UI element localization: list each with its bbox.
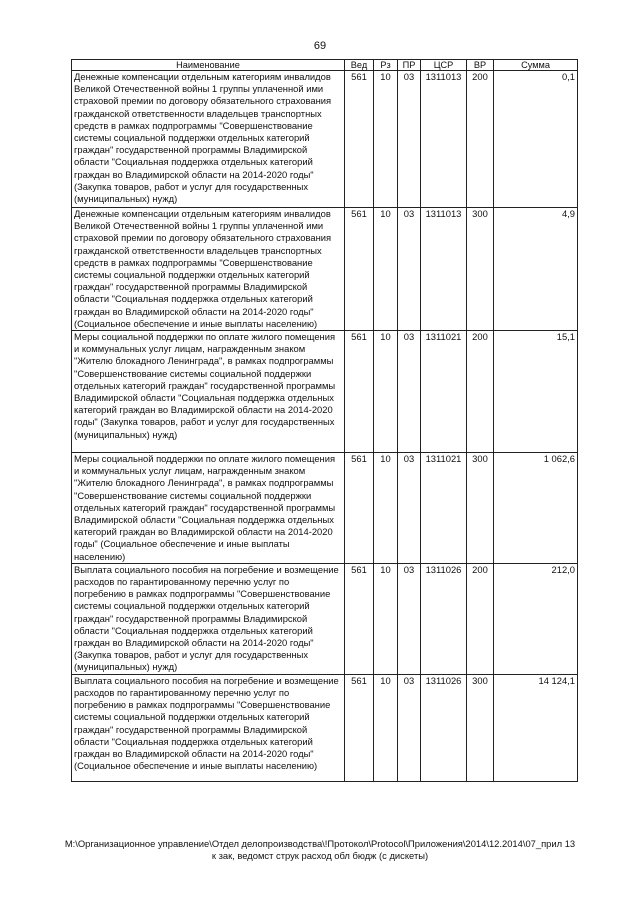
cell-rz: 10 [374, 331, 398, 453]
cell-vr: 300 [467, 674, 494, 781]
cell-ved: 561 [345, 453, 374, 564]
cell-ved: 561 [345, 331, 374, 453]
cell-pr: 03 [398, 674, 421, 781]
cell-name: Выплата социального пособия на погребение и возмещение расходов по гарантированному перечню услуг по погребению в рамках подпрограммы "Совершенствование системы социальной поддержки отдельных категорий граждан" государственной программы Владимирской области "Социальная поддержка отдельных категорий граждан во Владимирской области на 2014-2020 годы" (Закупка товаров, работ и услуг для государственных (муниципальных) нужд) [72, 563, 345, 674]
cell-name: Меры социальной поддержки по оплате жилого помещения и коммунальных услуг лицам, награжденным знаком "Жителю блокадного Ленинграда", в рамках подпрограммы "Совершенствование системы социальной поддержки отдельных категорий граждан" государственной программы Владимирской области "Социальная поддержка отдельных категорий граждан во Владимирской области на 2014-2020 годы" (Закупка товаров, работ и услуг для государственных (муниципальных) нужд) [72, 331, 345, 453]
cell-pr: 03 [398, 453, 421, 564]
cell-name: Денежные компенсации отдельным категориям инвалидов Великой Отечественной войны 1 группы уплаченной ими страховой премии по договору обязательного страхования гражданской ответственности владельцев транспортных средств в рамках подпрограммы "Совершенствование системы социальной поддержки отдельных категорий граждан" государственной программы Владимирской области "Социальная поддержка отдельных категорий граждан во Владимирской области на 2014-2020 годы" (Закупка товаров, работ и услуг для государственных (муниципальных) нужд) [72, 71, 345, 208]
cell-csr: 1311026 [421, 674, 467, 781]
header-csr: ЦСР [421, 60, 467, 71]
cell-sum: 1 062,6 [494, 453, 578, 564]
page-number: 69 [313, 40, 327, 52]
header-rz: Рз [374, 60, 398, 71]
cell-vr: 300 [467, 208, 494, 331]
cell-csr: 1311013 [421, 71, 467, 208]
footer-line-2: к зак, ведомст струк расход обл бюдж (с дискеты) [211, 850, 429, 861]
table-row [72, 331, 578, 453]
cell-pr: 03 [398, 331, 421, 453]
cell-vr: 200 [467, 331, 494, 453]
cell-vr: 200 [467, 71, 494, 208]
cell-ved: 561 [345, 674, 374, 781]
file-path-footer [30, 838, 610, 862]
cell-csr: 1311026 [421, 563, 467, 674]
cell-ved: 561 [345, 563, 374, 674]
cell-ved: 561 [345, 208, 374, 331]
table-row [72, 453, 578, 564]
table-row [72, 208, 578, 331]
table-header-row [72, 60, 578, 71]
header-ved: Вед [345, 60, 374, 71]
table-row [72, 674, 578, 781]
cell-pr: 03 [398, 563, 421, 674]
budget-table [71, 59, 578, 782]
cell-pr: 03 [398, 208, 421, 331]
cell-csr: 1311013 [421, 208, 467, 331]
cell-name: Денежные компенсации отдельным категориям инвалидов Великой Отечественной войны 1 группы уплаченной ими страховой премии по договору обязательного страхования гражданской ответственности владельцев транспортных средств в рамках подпрограммы "Совершенствование системы социальной поддержки отдельных категорий граждан" государственной программы Владимирской области "Социальная поддержка отдельных категорий граждан во Владимирской области на 2014-2020 годы" (Социальное обеспечение и иные выплаты населению) [72, 208, 345, 331]
cell-name: Меры социальной поддержки по оплате жилого помещения и коммунальных услуг лицам, награжденным знаком "Жителю блокадного Ленинграда", в рамках подпрограммы "Совершенствование системы социальной поддержки отдельных категорий граждан" государственной программы Владимирской области "Социальная поддержка отдельных категорий граждан во Владимирской области на 2014-2020 годы" (Социальное обеспечение и иные выплаты населению) [72, 453, 345, 564]
cell-sum: 4,9 [494, 208, 578, 331]
cell-rz: 10 [374, 453, 398, 564]
footer-line-1: М:\Организационное управление\Отдел делопроизводства\!Протокол\Protocol\Приложения\2014\12.2014\07_прил 13 [64, 838, 576, 849]
header-vr: ВР [467, 60, 494, 71]
header-sum: Сумма [494, 60, 578, 71]
cell-sum: 15,1 [494, 331, 578, 453]
cell-sum: 14 124,1 [494, 674, 578, 781]
table-row [72, 71, 578, 208]
cell-rz: 10 [374, 674, 398, 781]
cell-ved: 561 [345, 71, 374, 208]
cell-vr: 200 [467, 563, 494, 674]
cell-pr: 03 [398, 71, 421, 208]
cell-rz: 10 [374, 563, 398, 674]
cell-rz: 10 [374, 208, 398, 331]
header-pr: ПР [398, 60, 421, 71]
cell-rz: 10 [374, 71, 398, 208]
cell-sum: 212,0 [494, 563, 578, 674]
cell-name: Выплата социального пособия на погребение и возмещение расходов по гарантированному перечню услуг по погребению в рамках подпрограммы "Совершенствование системы социальной поддержки отдельных категорий граждан" государственной программы Владимирской области "Социальная поддержка отдельных категорий граждан во Владимирской области на 2014-2020 годы" (Социальное обеспечение и иные выплаты населению) [72, 674, 345, 781]
cell-sum: 0,1 [494, 71, 578, 208]
cell-vr: 300 [467, 453, 494, 564]
cell-csr: 1311021 [421, 453, 467, 564]
table-row [72, 563, 578, 674]
cell-csr: 1311021 [421, 331, 467, 453]
header-name: Наименование [72, 60, 345, 71]
